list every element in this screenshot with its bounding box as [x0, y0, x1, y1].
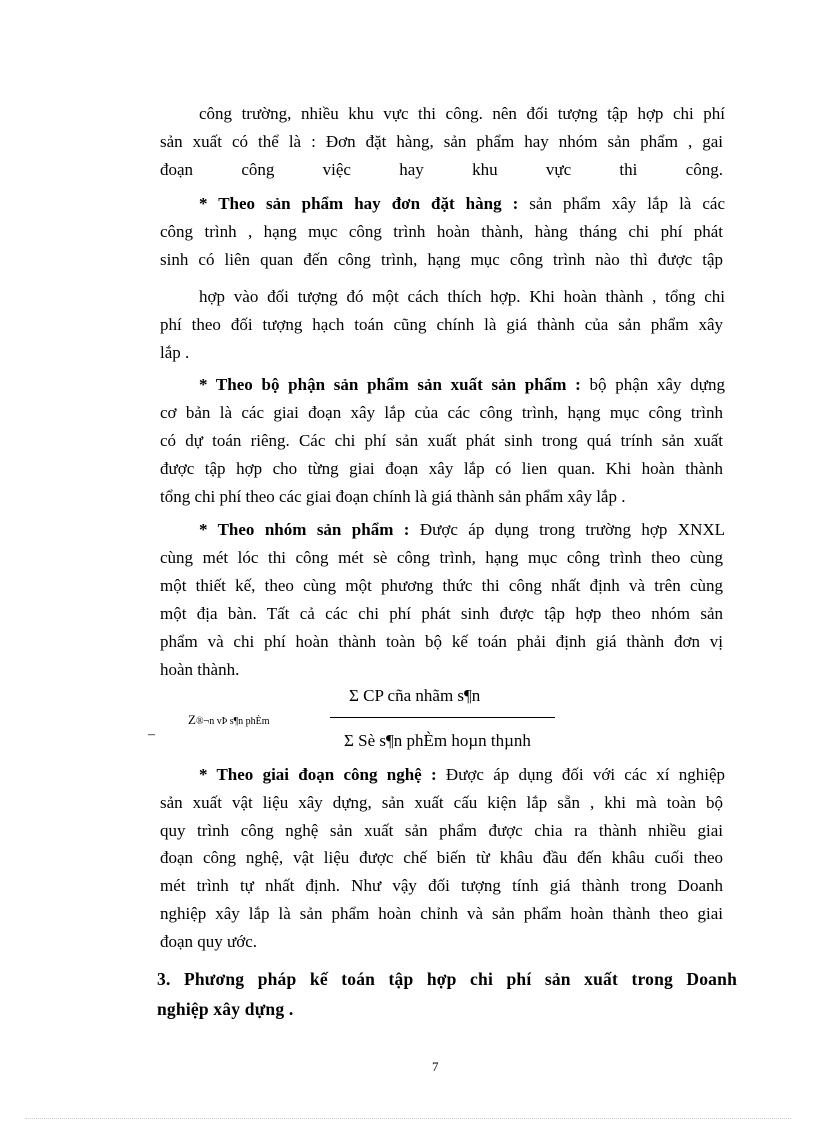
p1-line-3 [160, 158, 723, 182]
formula-numerator: Σ CP cña nhãm s¶n [349, 686, 481, 705]
p4-line-1-rest: Được áp dụng trong trường hợp XNXL [409, 520, 726, 539]
p4-line-2: cùng mét lóc thi công mét sè công trình, hạng mục công trình theo cùng [160, 548, 723, 567]
p4-line-6: hoàn thành. [160, 660, 240, 679]
p4-line-5: phẩm và chi phí hoàn thành toàn bộ kế toán phải định giá thành đơn vị [160, 632, 723, 651]
p4-lead: * Theo nhóm sản phẩm : [199, 520, 410, 539]
word: công [241, 160, 275, 179]
p5-line-4: đoạn công nghệ, vật liệu được chế biến từ khâu đầu đến khâu cuối theo [160, 848, 723, 867]
word: thi [619, 160, 638, 179]
p2-line-3: sinh có liên quan đến công trình, hạng mục công trình nào thì được tập [160, 250, 723, 269]
p3-line-4: được tập hợp cho từng giai đoạn xây lắp có lien quan. Khi hoàn thành [160, 459, 723, 478]
formula-z-subscript: ®¬n vÞ s¶n phÈm [195, 716, 270, 727]
p5-line-7: đoạn quy ước. [160, 932, 258, 951]
p4-line-3: một thiết kế, theo cùng một phương thức thi công nhất định và trên cùng [160, 576, 723, 595]
p5-line-6: nghiệp xây lắp là sản phẩm hoàn chỉnh và sản phẩm hoàn thành theo giai [160, 904, 723, 923]
p2-line-1-rest: sản phẩm xây lắp là các [518, 194, 726, 213]
word: khu [472, 160, 498, 179]
word: công. [685, 160, 723, 179]
formula-dash: – [148, 727, 155, 742]
p2-line-6: lắp . [160, 343, 190, 362]
p3-line-1 [199, 373, 725, 397]
fraction-bar [330, 717, 555, 718]
formula-denominator: Σ Sè s¶n phÈm hoµn thµnh [344, 731, 531, 750]
page-bottom-divider [25, 1118, 791, 1119]
p1-line-2: sản xuất có thể là : Đơn đặt hàng, sản phẩm hay nhóm sản phẩm , gai [160, 132, 723, 151]
p2-line-5: phí theo đối tượng hạch toán cũng chính là giá thành của sản phẩm xây [160, 315, 723, 334]
section-heading-line-2: nghiệp xây dựng . [157, 999, 294, 1019]
word: vực [545, 160, 572, 179]
p2-line-1 [199, 192, 725, 216]
p5-line-2: sản xuất vật liệu xây dựng, sản xuất cấu kiện lắp sẵn , khi mà toàn bộ [160, 793, 723, 812]
p2-line-2: công trình , hạng mục công trình hoàn thành, hàng tháng chi phí phát [160, 222, 723, 241]
p5-line-1-rest: Được áp dụng đối với các xí nghiệp [436, 765, 725, 784]
p5-line-3: quy trình công nghệ sản xuất sản phẩm được chia ra thành nhiều giai [160, 821, 723, 840]
p3-lead: * Theo bộ phận sản phẩm sản xuất sản phẩm : [199, 375, 581, 394]
p5-lead: * Theo giai đoạn công nghệ : [199, 765, 437, 784]
p3-line-5: tổng chi phí theo các giai đoạn chính là giá thành sản phẩm xây lắp . [160, 487, 626, 506]
p4-line-1 [199, 518, 725, 542]
p2-lead: * Theo sản phẩm hay đơn đặt hàng : [199, 194, 519, 213]
formula-z [188, 712, 270, 728]
p5-line-5: mét trình tự nhất định. Như vậy đối tượng tính giá thành trong Doanh [160, 876, 723, 895]
p5-line-1 [199, 763, 725, 787]
p2-line-4: hợp vào đối tượng đó một cách thích hợp. Khi hoàn thành , tổng chi [199, 287, 725, 306]
p4-line-4: một địa bàn. Tất cả các chi phí phát sinh được tập hợp theo nhóm sản [160, 604, 723, 623]
p3-line-2: cơ bản là các giai đoạn xây lắp của các công trình, hạng mục công trình [160, 403, 723, 422]
p3-line-1-rest: bộ phận xây dựng [580, 375, 726, 394]
page-number: 7 [432, 1059, 439, 1074]
section-heading-line-1: 3. Phương pháp kế toán tập hợp chi phí sản xuất trong Doanh [157, 969, 737, 989]
word: đoạn [160, 160, 194, 179]
word: hay [399, 160, 424, 179]
p1-line-1: công trường, nhiều khu vực thi công. nên đối tượng tập hợp chi phí [199, 104, 725, 123]
word: việc [322, 160, 351, 179]
formula-z-symbol: Z [188, 712, 196, 727]
p3-line-3: có dự toán riêng. Các chi phí sản xuất phát sinh trong quá trính sản xuất [160, 431, 723, 450]
